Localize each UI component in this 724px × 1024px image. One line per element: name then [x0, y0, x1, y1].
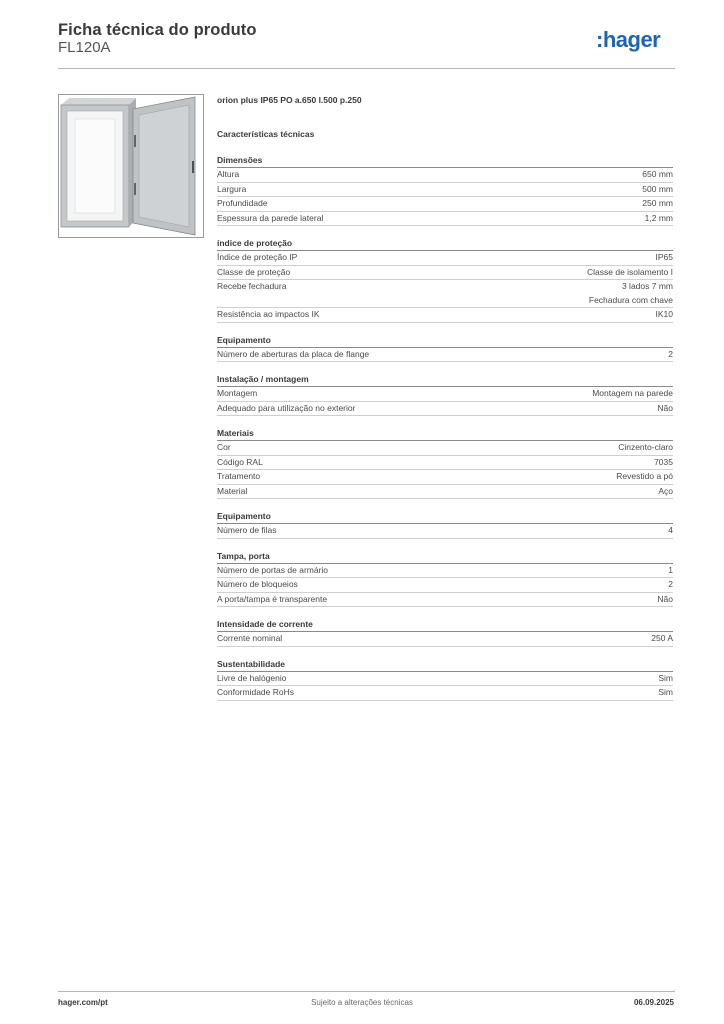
footer-website[interactable]: hager.com/pt	[58, 998, 108, 1007]
spec-row	[217, 485, 673, 500]
spec-section	[217, 238, 673, 323]
spec-label: Número de filas	[217, 525, 277, 535]
spec-section	[217, 659, 673, 701]
spec-value: Não	[657, 593, 673, 604]
spec-row	[217, 456, 673, 471]
spec-label: Adequado para utilização no exterior	[217, 402, 356, 413]
product-details	[217, 95, 673, 701]
spec-label: Número de portas de armário	[217, 564, 329, 575]
spec-value: 4	[668, 525, 673, 535]
spec-value: 1	[668, 564, 673, 575]
section-title: Instalação / montagem	[217, 374, 673, 387]
spec-section	[217, 335, 673, 363]
spec-label: Livre de halógenio	[217, 672, 287, 683]
spec-value: Aço	[658, 485, 673, 496]
product-image	[58, 94, 204, 238]
spec-label: Cor	[217, 442, 231, 452]
spec-value: Classe de isolamento I	[587, 266, 673, 277]
spec-value: 2	[668, 348, 673, 359]
spec-section	[217, 619, 673, 647]
spec-value: Cinzento-claro	[618, 442, 673, 452]
spec-label: Montagem	[217, 388, 258, 398]
spec-value: Montagem na parede	[592, 388, 673, 398]
product-reference: FL120A	[58, 39, 111, 56]
spec-row	[217, 402, 673, 417]
spec-row	[217, 308, 673, 323]
spec-row	[217, 564, 673, 579]
spec-row	[217, 524, 673, 539]
spec-section	[217, 428, 673, 499]
spec-value: Não	[657, 402, 673, 413]
spec-row	[217, 212, 673, 227]
section-title: Sustentabilidade	[217, 659, 673, 672]
section-title: índice de proteção	[217, 238, 673, 251]
spec-label: Tratamento	[217, 471, 261, 481]
spec-section	[217, 511, 673, 539]
spec-row	[217, 441, 673, 456]
spec-section	[217, 155, 673, 226]
spec-row	[217, 672, 673, 687]
spec-row	[217, 251, 673, 266]
hager-logo: :hager	[596, 27, 661, 52]
spec-row	[217, 168, 673, 183]
spec-label: Classe de proteção	[217, 266, 291, 277]
spec-value: 250 mm	[642, 198, 673, 208]
spec-value: 500 mm	[642, 183, 673, 194]
spec-row	[217, 593, 673, 608]
spec-label: Índice de proteção IP	[217, 252, 298, 262]
header-divider	[58, 68, 675, 69]
spec-label: Número de bloqueios	[217, 579, 298, 589]
product-description: orion plus IP65 PO a.650 l.500 p.250	[217, 95, 362, 105]
spec-label: Espessura da parede lateral	[217, 212, 324, 223]
spec-value: 250 A	[651, 633, 673, 643]
spec-label: Altura	[217, 169, 240, 179]
spec-label: Código RAL	[217, 456, 263, 467]
spec-row	[217, 266, 673, 281]
spec-row	[217, 280, 673, 308]
spec-value: 7035	[654, 456, 673, 467]
enclosure-cabinet-icon	[59, 95, 203, 237]
footer-divider	[58, 991, 675, 992]
spec-row	[217, 387, 673, 402]
spec-label: Profundidade	[217, 198, 268, 208]
footer-date: 06.09.2025	[633, 998, 674, 1007]
spec-section	[217, 374, 673, 416]
spec-value: Sim	[658, 687, 673, 697]
section-title: Equipamento	[217, 335, 673, 348]
spec-value: Sim	[658, 672, 673, 683]
spec-value: 650 mm	[642, 169, 673, 179]
section-title: Tampa, porta	[217, 551, 673, 564]
spec-row	[217, 183, 673, 198]
spec-row	[217, 348, 673, 363]
technical-characteristics-title: Características técnicas	[217, 129, 315, 139]
section-title: Dimensões	[217, 155, 673, 168]
spec-row	[217, 578, 673, 593]
spec-row	[217, 686, 673, 701]
spec-section	[217, 551, 673, 608]
spec-value: 3 lados 7 mm Fechadura com chave	[588, 281, 673, 305]
spec-label: Conformidade RoHs	[217, 687, 295, 697]
spec-value: 2	[668, 579, 673, 589]
section-title: Materiais	[217, 428, 673, 441]
spec-row	[217, 632, 673, 647]
spec-row	[217, 197, 673, 212]
spec-label: A porta/tampa é transparente	[217, 593, 328, 604]
spec-label: Largura	[217, 183, 247, 194]
spec-label: Corrente nominal	[217, 633, 283, 643]
spec-value: Revestido a pó	[616, 471, 673, 481]
spec-label: Recebe fechadura	[217, 281, 287, 291]
page-title: Ficha técnica do produto	[58, 21, 257, 39]
spec-label: Resistência ao impactos IK	[217, 309, 320, 319]
spec-label: Material	[217, 485, 248, 496]
spec-row	[217, 470, 673, 485]
spec-sections	[217, 155, 673, 701]
section-title: Intensidade de corrente	[217, 619, 673, 632]
spec-value: IK10	[655, 309, 673, 319]
spec-value: 1,2 mm	[644, 212, 673, 223]
spec-label: Número de aberturas da placa de flange	[217, 348, 370, 359]
spec-value: IP65	[655, 252, 673, 262]
footer-note: Sujeito a alterações técnicas	[311, 998, 413, 1007]
section-title: Equipamento	[217, 511, 673, 524]
